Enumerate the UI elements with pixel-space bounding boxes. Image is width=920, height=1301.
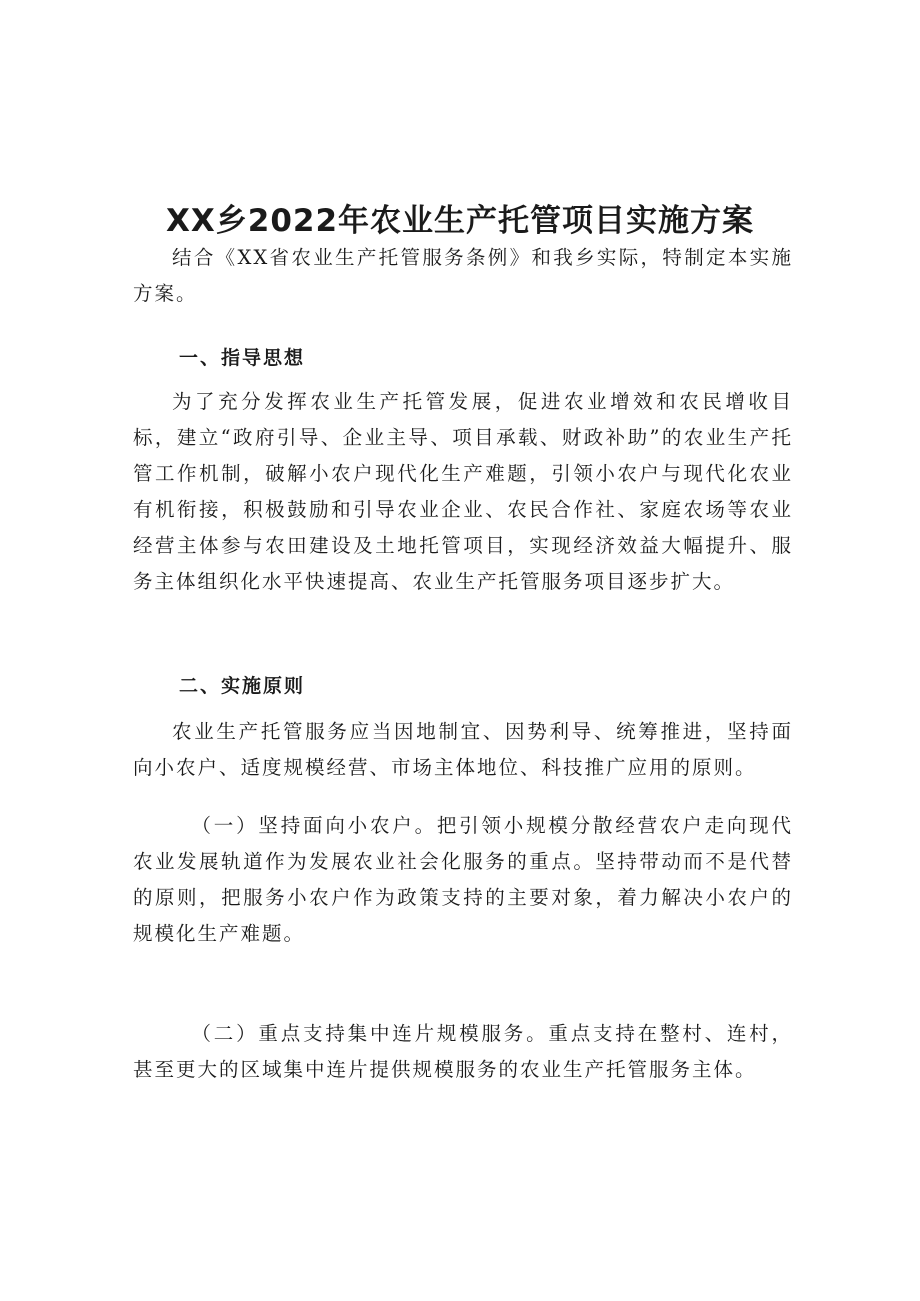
- section-heading-principles: 二、实施原则: [179, 675, 306, 697]
- intro-paragraph: 结合《XX省农业生产托管服务条例》和我乡实际，特制定本实施方案。: [133, 246, 793, 305]
- principle-item-2: （二）重点支持集中连片规模服务。重点支持在整村、连村，甚至更大的区域集中连片提供规模服务的农业生产托管服务主体。: [133, 1022, 793, 1081]
- principle-item-1: （一）坚持面向小农户。把引领小规模分散经营农户走向现代农业发展轨道作为发展农业社会化服务的重点。坚持带动而不是代替的原则，把服务小农户作为政策支持的主要对象，着力解决小农户的规模化生产难题。: [133, 814, 793, 945]
- document-title: XX乡2022年农业生产托管项目实施方案: [165, 202, 755, 239]
- section-heading-guiding-ideology: 一、指导思想: [179, 347, 306, 369]
- guiding-ideology-paragraph: 为了充分发挥农业生产托管发展，促进农业增效和农民增收目标，建立“政府引导、企业主导、项目承载、财政补助”的农业生产托管工作机制，破解小农户现代化生产难题，引领小农户与现代化农业有机衔接，积极鼓励和引导农业企业、农民合作社、家庭农场等农业经营主体参与农田建设及土地托管项目，实现经济效益大幅提升、服务主体组织化水平快速提高、农业生产托管服务项目逐步扩大。: [133, 390, 793, 593]
- principles-paragraph: 农业生产托管服务应当因地制宜、因势利导、统筹推进，坚持面向小农户、适度规模经营、市场主体地位、科技推广应用的原则。: [133, 720, 793, 779]
